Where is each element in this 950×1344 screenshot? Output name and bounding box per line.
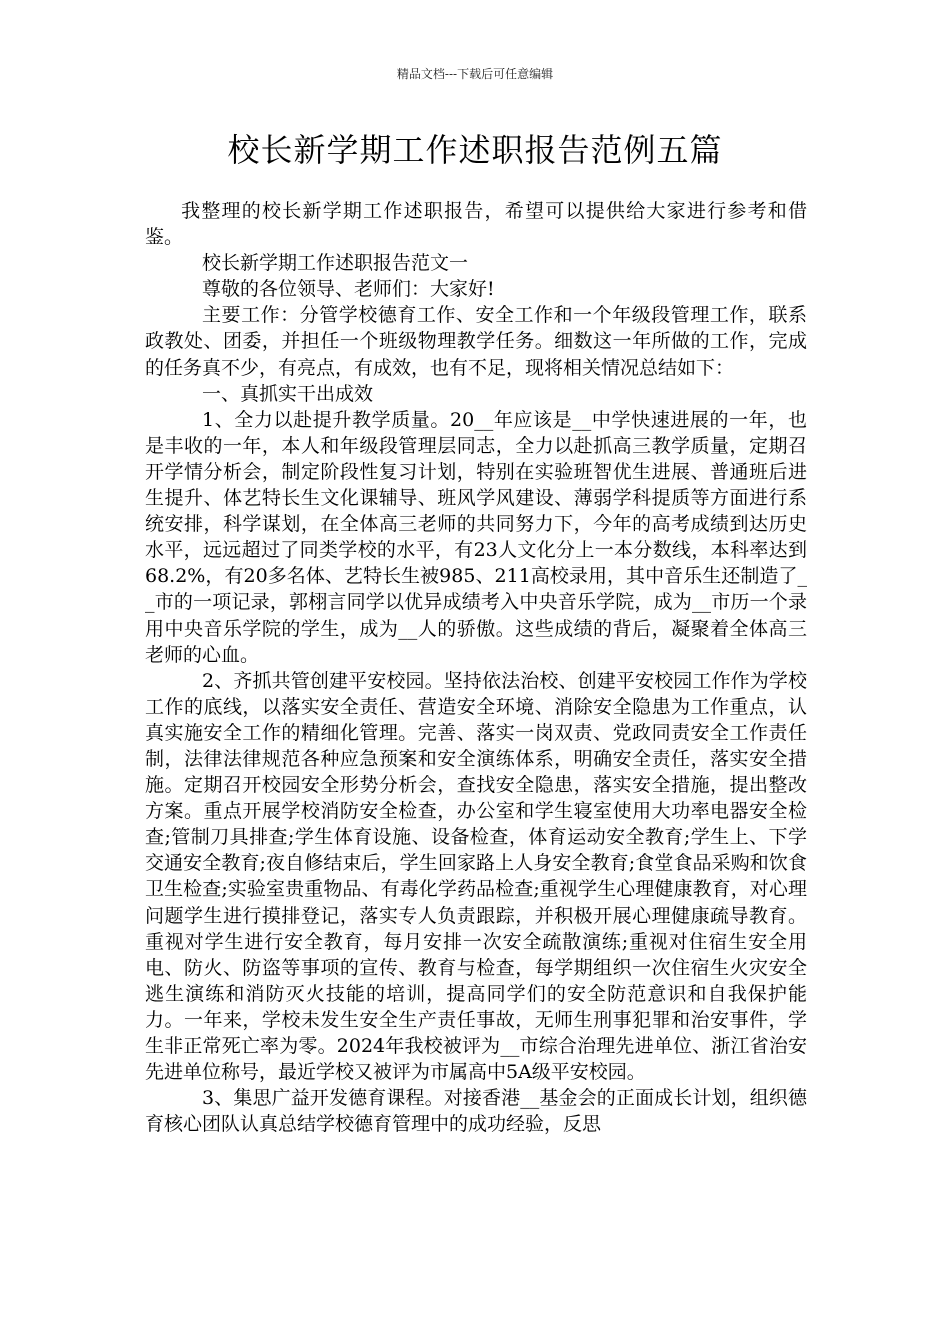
item-two-paragraph: 2、齐抓共管创建平安校园。坚持依法治校、创建平安校园工作作为学校工作的底线，以落实安全责任、营造安全环境、消除安全隐患为工作重点，认真实施安全工作的精细化管理。完善、落实一岗双责、党政同责安全工作责任制，法律法律规范各种应急预案和安全演练体系，明确安全责任，落实安全措施。定期召开校园安全形势分析会，查找安全隐患，落实安全措施，提出整改方案。重点开展学校消防安全检查，办公室和学生寝室使用大功率电器安全检查;管制刀具排查;学生体育设施、设备检查，体育运动安全教育;学生上、下学交通安全教育;夜自修结束后，学生回家路上人身安全教育;食堂食品采购和饮食卫生检查;实验室贵重物品、有毒化学药品检查;重视学生心理健康教育，对心理问题学生进行摸排登记，落实专人负责跟踪，并积极开展心理健康疏导教育。重视对学生进行安全教育，每月安排一次安全疏散演练;重视对住宿生安全用电、防火、防盗等事项的宣传、教育与检查，每学期组织一次住宿生火灾安全逃生演练和消防灭火技能的培训，提高同学们的安全防范意识和自我保护能力。一年来，学校未发生安全生产责任事故，无师生刑事犯罪和治安事件，学生非正常死亡率为零。2024年我校被评为__市综合治理先进单位、浙江省治安先进单位称号，最近学校又被评为市属高中5A级平安校园。 bbox=[145, 669, 807, 1084]
salutation: 尊敬的各位领导、老师们：大家好! bbox=[202, 278, 495, 301]
section-heading-sample-one: 校长新学期工作述职报告范文一 bbox=[202, 252, 469, 275]
item-one-paragraph: 1、全力以赴提升教学质量。20__年应该是__中学快速进展的一年，也是丰收的一年，本人和年级段管理层同志，全力以赴抓高三教学质量，定期召开学情分析会，制定阶段性复习计划，特别在实验班智优生进展、普通班后进生提升、体艺特长生文化课辅导、班风学风建设、薄弱学科提质等方面进行系统安排，科学谋划，在全体高三老师的共同努力下，今年的高考成绩到达历史水平，远远超过了同类学校的水平，有23人文化分上一本分数线，本科率达到68.2%，有20多名体、艺特长生被985、211高校录用，其中音乐生还制造了__市的一项记录，郭栩言同学以优异成绩考入中央音乐学院，成为__市历一个录用中央音乐学院的学生，成为__人的骄傲。这些成绩的背后，凝聚着全体高三老师的心血。 bbox=[145, 408, 807, 666]
intro-paragraph: 我整理的校长新学期工作述职报告，希望可以提供给大家进行参考和借鉴。 bbox=[145, 200, 807, 249]
section-heading-one: 一、真抓实干出成效 bbox=[202, 382, 374, 405]
document-title: 校长新学期工作述职报告范例五篇 bbox=[227, 131, 723, 169]
item-three-paragraph: 3、集思广益开发德育课程。对接香港__基金会的正面成长计划，组织德育核心团队认真总结学校德育管理中的成功经验，反思 bbox=[145, 1087, 807, 1136]
main-work-paragraph: 主要工作：分管学校德育工作、安全工作和一个年级段管理工作，联系政教处、团委，并担任一个班级物理教学任务。细数这一年所做的工作，完成的任务真不少，有亮点，有成效，也有不足，现将相关情况总结如下： bbox=[145, 304, 807, 379]
document-body bbox=[145, 198, 807, 1137]
header-note: 精品文档---下载后可任意编辑 bbox=[396, 67, 554, 81]
